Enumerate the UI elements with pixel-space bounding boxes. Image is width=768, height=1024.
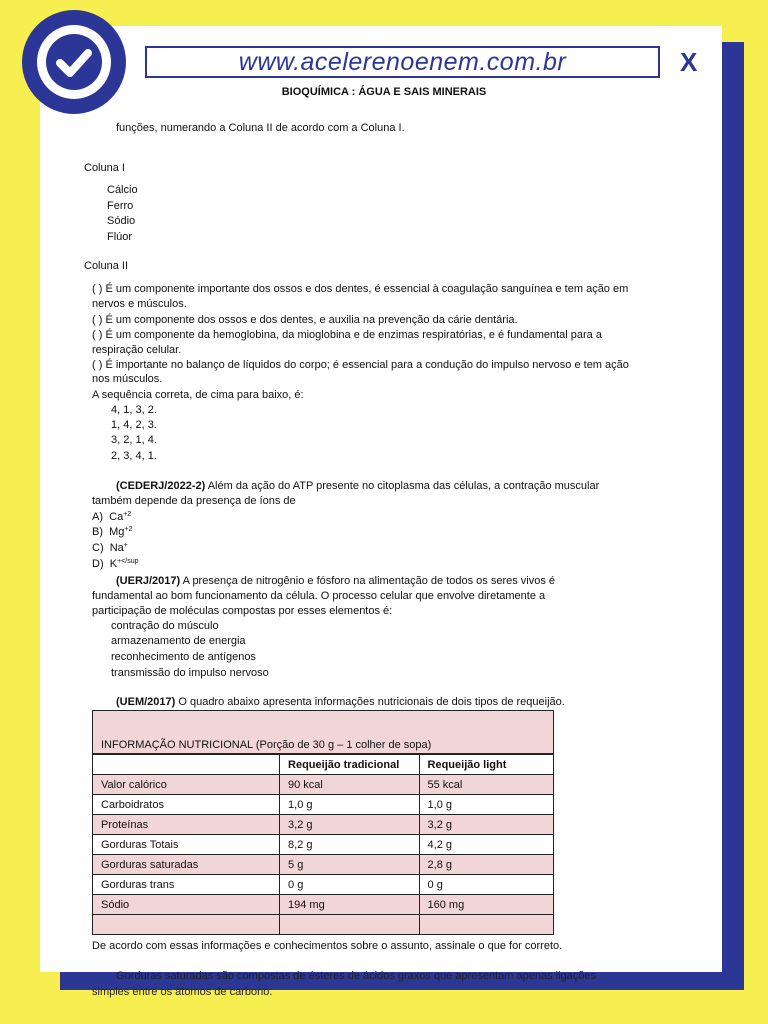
table-header-row	[93, 754, 554, 775]
check-icon	[46, 34, 102, 90]
table-row: Carboidratos 1,0 g 1,0 g	[93, 795, 554, 815]
cederj-question-line: também depende da presença de íons de	[92, 495, 296, 507]
table-header-cell: Requeijão tradicional	[280, 754, 420, 775]
nutrition-table	[92, 710, 554, 935]
table-row: Gorduras saturadas 5 g 2,8 g	[93, 855, 554, 875]
uerj-question: (UERJ/2017) A presença de nitrogênio e fósforo na alimentação de todos os seres vivos é	[116, 575, 556, 587]
table-row: Gorduras Totais 8,2 g 4,2 g	[93, 835, 554, 855]
answer-option: 4, 1, 3, 2.	[111, 404, 157, 416]
table-row: Proteínas 3,2 g 3,2 g	[93, 815, 554, 835]
answer-option: contração do músculo	[111, 620, 219, 632]
coluna-2-line: nos músculos.	[92, 373, 163, 385]
coluna-2-title: Coluna II	[84, 260, 129, 272]
page-title: BIOQUÍMICA : ÁGUA E SAIS MINERAIS	[281, 86, 487, 98]
coluna-1-item: Ferro	[107, 200, 134, 212]
question-source: (CEDERJ/2022-2)	[116, 480, 206, 492]
site-url-banner[interactable]: www.acelerenoenem.com.br	[145, 46, 660, 78]
answer-option: C) Na+	[92, 542, 128, 554]
coluna-1-item: Flúor	[107, 231, 133, 243]
after-table-text: De acordo com essas informações e conhecimentos sobre o assunto, assinale o que for correto.	[92, 940, 563, 952]
close-icon[interactable]: X	[680, 47, 698, 77]
coluna-2-line: ( ) É um componente importante dos ossos e dos dentes, é essencial à coagulação sanguínea e tem ação em	[92, 283, 629, 295]
answer-option: D) $K^{+</sup}$	[92, 558, 139, 570]
uem-question: (UEM/2017) O quadro abaixo apresenta informações nutricionais de dois tipos de requeijão.	[116, 696, 565, 708]
table-title-row	[93, 711, 554, 755]
answer-option: B) $Mg^{+2}$	[92, 526, 133, 538]
coluna-2-line: ( ) É importante no balanço de líquidos do corpo; é essencial para a condução do impulso nervoso e tem ação	[92, 359, 629, 371]
answer-option: transmissão do impulso nervoso	[111, 667, 269, 679]
table-row: Sódio 194 mg 160 mg	[93, 895, 554, 915]
coluna-2-line: nervos e músculos.	[92, 298, 187, 310]
uerj-question-line: participação de moléculas compostas por esses elementos é:	[92, 605, 393, 617]
answer-option: A) $Ca^{+2}$	[92, 511, 132, 523]
uerj-question-line: fundamental ao bom funcionamento da célula. O processo celular que envolve diretamente a	[92, 590, 546, 602]
table-row-empty	[93, 915, 554, 935]
question-source: (UEM/2017)	[116, 696, 176, 708]
intro-text: funções, numerando a Coluna II de acordo com a Coluna I.	[116, 122, 405, 134]
question-text: A sequência correta, de cima para baixo, é:	[92, 389, 304, 401]
table-header-cell	[93, 754, 280, 775]
site-logo[interactable]	[22, 10, 126, 114]
answer-option: armazenamento de energia	[111, 635, 246, 647]
table-header-cell: Requeijão light	[419, 754, 553, 775]
table-row: Valor calórico 90 kcal 55 kcal	[93, 775, 554, 795]
statement-line: Gorduras saturadas são compostas de ésteres de ácidos graxos que apresentam apenas ligações	[116, 970, 597, 982]
statement-line: simples entre os átomos de carbono.	[92, 986, 273, 998]
coluna-1-title: Coluna I	[84, 162, 125, 174]
table-title: INFORMAÇÃO NUTRICIONAL (Porção de 30 g – 1 colher de sopa)	[93, 711, 554, 755]
answer-option: 3, 2, 1, 4.	[111, 434, 157, 446]
answer-option: reconhecimento de antígenos	[111, 651, 256, 663]
coluna-1-item: Cálcio	[107, 184, 138, 196]
answer-option: 1, 4, 2, 3.	[111, 419, 157, 431]
table-row: Gorduras trans 0 g 0 g	[93, 875, 554, 895]
answer-option: 2, 3, 4, 1.	[111, 450, 157, 462]
cederj-question: (CEDERJ/2022-2) Além da ação do ATP presente no citoplasma das células, a contração muscular	[116, 480, 600, 492]
coluna-2-line: respiração celular.	[92, 344, 182, 356]
coluna-2-line: ( ) É um componente dos ossos e dos dentes, e auxilia na prevenção da cárie dentária.	[92, 314, 518, 326]
question-source: (UERJ/2017)	[116, 575, 181, 587]
coluna-2-line: ( ) É um componente da hemoglobina, da mioglobina e de enzimas respiratórias, e é fundamental para a	[92, 329, 602, 341]
coluna-1-item: Sódio	[107, 215, 136, 227]
